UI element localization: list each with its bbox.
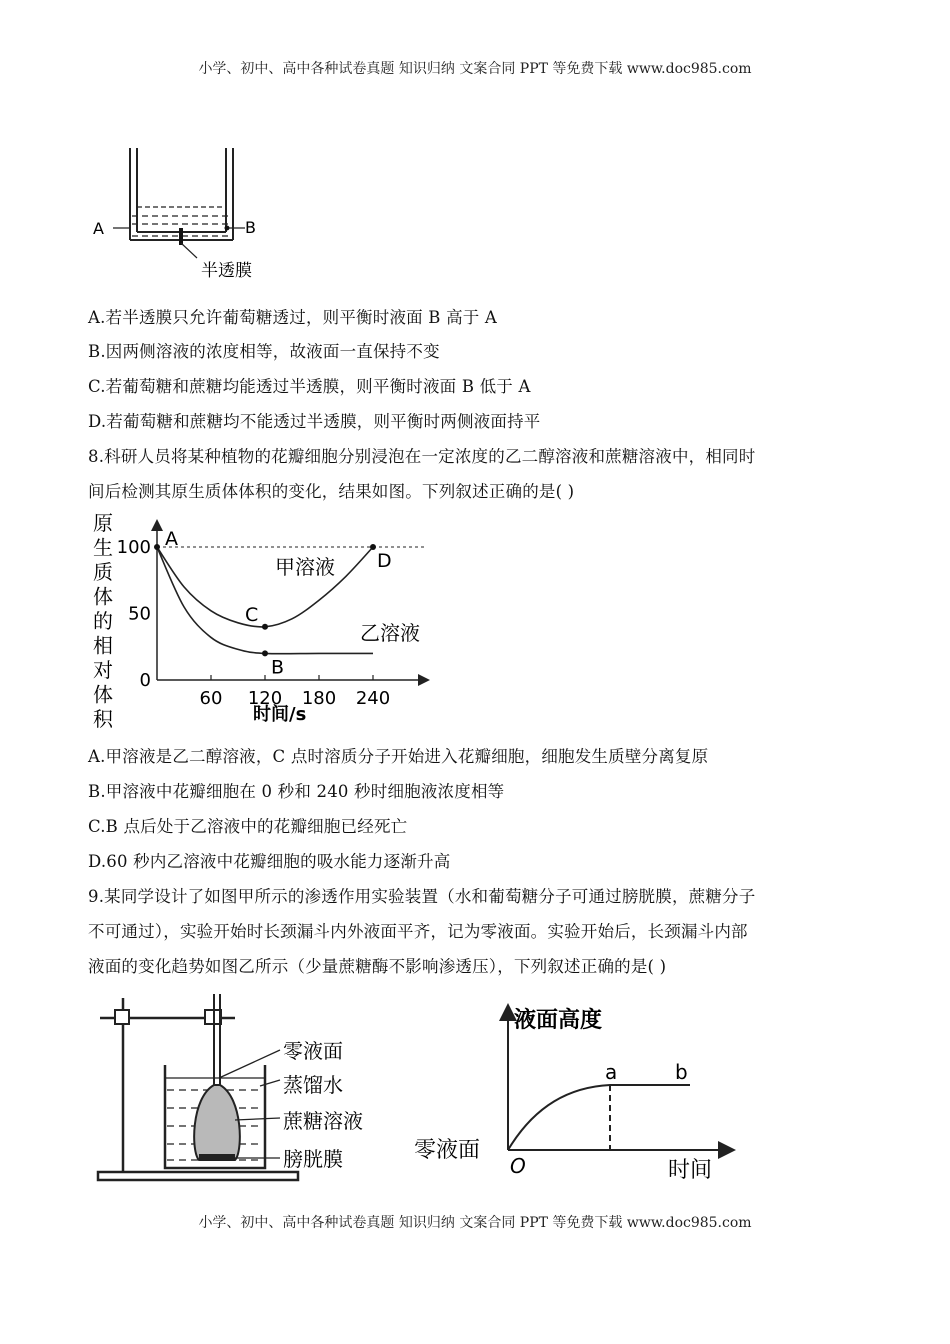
- label-distilled-water: 蒸馏水: [283, 1073, 343, 1097]
- q9-stem-line3: 液面的变化趋势如图乙所示（少量蔗糖酶不影响渗透压），下列叙述正确的是( ): [88, 957, 667, 976]
- series-label-jia: 甲溶液: [275, 555, 335, 579]
- graph-origin: O: [510, 1154, 526, 1178]
- q9-stem-line2: 不可通过），实验开始时长颈漏斗内外液面平齐，记为零液面。实验开始后，长颈漏斗内部: [88, 922, 748, 941]
- q9-stem-line1: 9.某同学设计了如图甲所示的渗透作用实验装置（水和葡萄糖分子可通过膀胱膜，蔗糖分子: [88, 887, 756, 906]
- chart-ylabel-char: 质: [93, 560, 113, 584]
- graph-zero-label: 零液面: [414, 1138, 481, 1163]
- u-tube-figure: [85, 140, 285, 285]
- page-footer: 小学、初中、高中各种试卷真题 知识归纳 文案合同 PPT 等免费下载 www.doc985.com: [198, 1215, 752, 1231]
- x-tick-label: 240: [355, 688, 391, 709]
- osmosis-apparatus-figure: [95, 990, 425, 1190]
- x-tick-label: 180: [301, 688, 337, 709]
- q8-option-a: A.甲溶液是乙二醇溶液，C 点时溶质分子开始进入花瓣细胞，细胞发生质壁分离复原: [88, 747, 709, 766]
- label-a: A: [93, 219, 104, 238]
- point-B: [262, 650, 268, 656]
- chart-ylabel-char: 原: [93, 511, 113, 535]
- membrane-label: 半透膜: [201, 261, 252, 281]
- y-tick-label: 0: [139, 670, 151, 691]
- chart-ylabel-char: 相: [93, 633, 113, 658]
- y-tick-label: 100: [116, 537, 151, 558]
- protoplast-volume-chart: [85, 510, 445, 730]
- x-tick-label: 60: [199, 688, 223, 709]
- chart-ylabel-char: 积: [93, 707, 113, 730]
- chart-xlabel: 时间/s: [253, 704, 307, 725]
- graph-ylabel: 液面高度: [514, 1008, 603, 1033]
- liquid-level-curve: [508, 1085, 690, 1150]
- q7-option-c: C.若葡萄糖和蔗糖均能透过半透膜，则平衡时液面 B 低于 A: [88, 377, 531, 396]
- q8-stem-line1: 8.科研人员将某种植物的花瓣细胞分别浸泡在一定浓度的乙二醇溶液和蔗糖溶液中，相同时: [88, 447, 756, 466]
- q7-option-a: A.若半透膜只允许葡萄糖透过，则平衡时液面 B 高于 A: [88, 308, 498, 327]
- q8-option-d: D.60 秒内乙溶液中花瓣细胞的吸水能力逐渐升高: [88, 852, 451, 871]
- graph-point-b: b: [675, 1060, 688, 1084]
- y-tick-label: 50: [128, 603, 151, 625]
- x-tick-label: 120: [247, 688, 283, 709]
- graph-point-a: a: [605, 1060, 618, 1084]
- label-b: B: [245, 218, 256, 237]
- graph-xlabel: 时间: [668, 1158, 713, 1183]
- point-C: [262, 624, 268, 630]
- chart-ylabel-char: 的: [93, 609, 113, 633]
- q8-stem-line2: 间后检测其原生质体体积的变化，结果如图。下列叙述正确的是( ): [88, 482, 575, 501]
- q8-option-b: B.甲溶液中花瓣细胞在 0 秒和 240 秒时细胞液浓度相等: [88, 782, 505, 801]
- page-header: 小学、初中、高中各种试卷真题 知识归纳 文案合同 PPT 等免费下载 www.doc985.com: [198, 61, 752, 77]
- q7-option-d: D.若葡萄糖和蔗糖均不能透过半透膜，则平衡时两侧液面持平: [88, 412, 541, 431]
- label-sucrose-solution: 蔗糖溶液: [283, 1109, 363, 1133]
- series-line-1: [157, 547, 373, 654]
- label-zero-level: 零液面: [283, 1039, 343, 1063]
- chart-ylabel-char: 对: [93, 658, 113, 682]
- chart-ylabel-char: 体: [93, 584, 113, 609]
- point-label-B: B: [271, 656, 285, 679]
- q8-option-c: C.B 点后处于乙溶液中的花瓣细胞已经死亡: [88, 817, 408, 836]
- series-label-yi: 乙溶液: [360, 621, 420, 645]
- chart-ylabel-char: 体: [93, 682, 113, 707]
- chart-ylabel-char: 生: [93, 535, 113, 560]
- q7-option-b: B.因两侧溶液的浓度相等，故液面一直保持不变: [88, 342, 440, 361]
- point-label-A: A: [165, 528, 178, 550]
- point-A: [154, 544, 160, 550]
- point-label-C: C: [245, 603, 259, 626]
- liquid-level-graph: [410, 995, 740, 1190]
- label-bladder-membrane: 膀胱膜: [283, 1147, 343, 1171]
- point-label-D: D: [377, 550, 392, 572]
- point-D: [370, 544, 376, 550]
